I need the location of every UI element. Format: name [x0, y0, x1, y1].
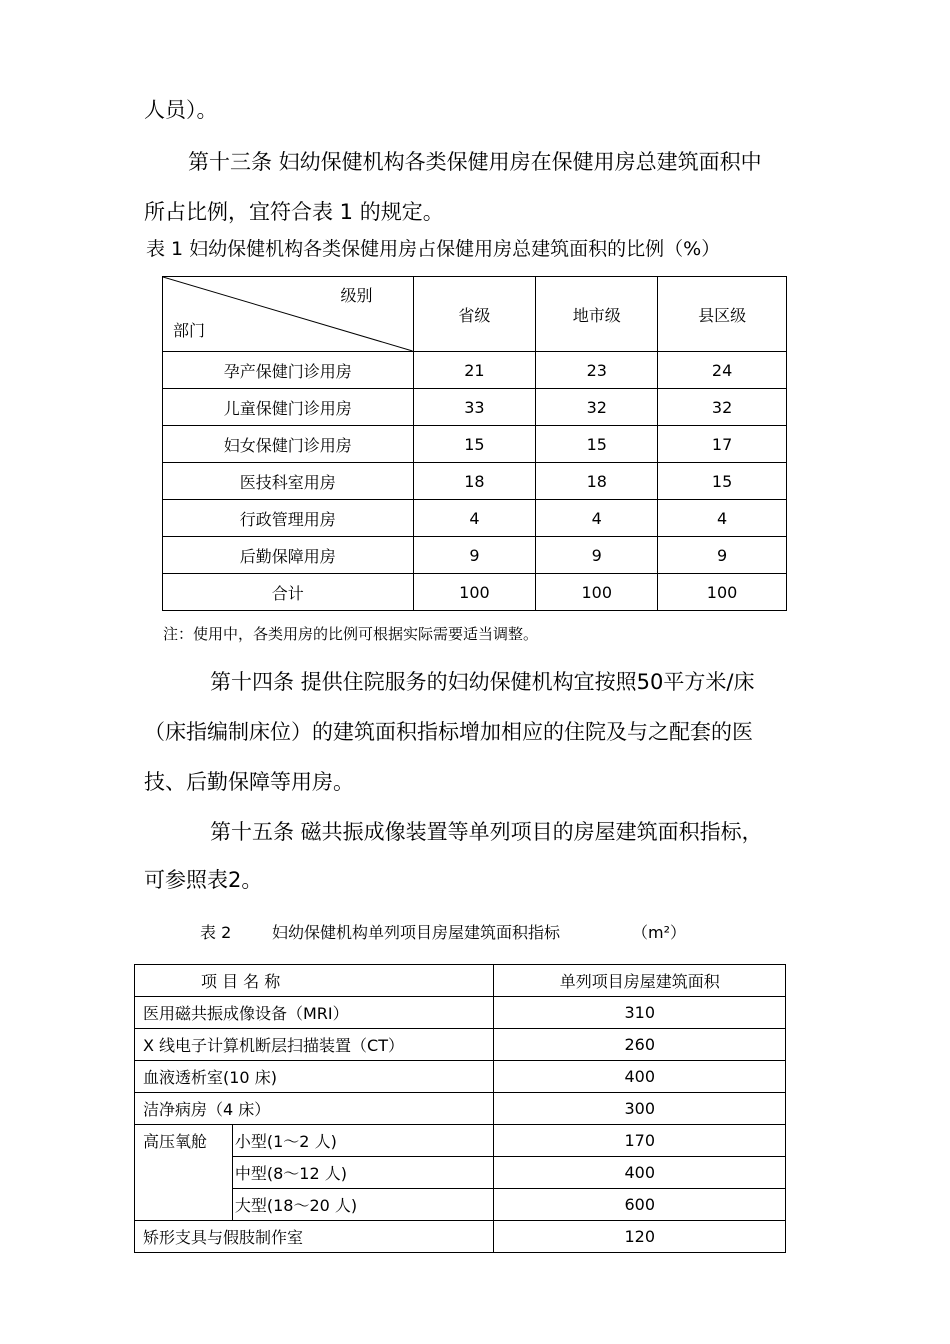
- table2-subitem-name: 大型(18～20 人): [232, 1189, 494, 1221]
- table2-item-name: X 线电子计算机断层扫描装置（CT）: [135, 1029, 494, 1061]
- table2-caption-title: 妇幼保健机构单列项目房屋建筑面积指标: [272, 923, 561, 942]
- table2-caption-unit: （m²）: [632, 923, 687, 942]
- table2-item-value: 400: [494, 1061, 786, 1093]
- table1-row: [163, 389, 787, 426]
- table2-item-name: 血液透析室(10 床): [135, 1061, 494, 1093]
- table1-cell: 100: [536, 574, 658, 611]
- table1-row: [163, 537, 787, 574]
- table1-header-row: [163, 277, 787, 352]
- table1-col-header: 省级: [413, 277, 536, 352]
- table1-cell: 32: [536, 389, 658, 426]
- table1-cell: 4: [413, 500, 536, 537]
- table1-cell: 100: [658, 574, 787, 611]
- table2-item-value: 600: [494, 1189, 786, 1221]
- article-13-line-1: 第十三条 妇幼保健机构各类保健用房在保健用房总建筑面积中: [188, 150, 762, 174]
- table1-cell: 4: [658, 500, 787, 537]
- header-level-label: 级别: [340, 286, 373, 305]
- paragraph-line: 人员）。: [144, 98, 218, 122]
- table1-cell: 32: [658, 389, 787, 426]
- article-13-line-2: 所占比例，宜符合表 1 的规定。: [144, 200, 444, 224]
- table2-row: [135, 1061, 786, 1093]
- table1-cell: 9: [536, 537, 658, 574]
- table1-caption: 表 1 妇幼保健机构各类保健用房占保健用房总建筑面积的比例（%）: [146, 238, 721, 260]
- article-14-line-2: （床指编制床位）的建筑面积指标增加相应的住院及与之配套的医: [144, 720, 753, 744]
- table1-row-name: 合计: [163, 574, 414, 611]
- table2-col-header-area: 单列项目房屋建筑面积: [494, 965, 786, 997]
- table1-cell: 23: [536, 352, 658, 389]
- table1-total-row: [163, 574, 787, 611]
- table2-row: [135, 997, 786, 1029]
- table2-subitem-name: 小型(1～2 人): [232, 1125, 494, 1157]
- table1-row-name: 儿童保健门诊用房: [163, 389, 414, 426]
- article-14-line-3: 技、后勤保障等用房。: [144, 770, 354, 794]
- table2-item-name: 矫形支具与假肢制作室: [135, 1221, 494, 1253]
- table1-row-name: 孕产保健门诊用房: [163, 352, 414, 389]
- table1-cell: 9: [413, 537, 536, 574]
- table1: [162, 276, 787, 611]
- table1-cell: 9: [658, 537, 787, 574]
- table1-row: [163, 426, 787, 463]
- table2-item-value: 300: [494, 1093, 786, 1125]
- table2-item-name: 洁净病房（4 床）: [135, 1093, 494, 1125]
- table2-row: [135, 1221, 786, 1253]
- table1-col-header: 县区级: [658, 277, 787, 352]
- table2-subitem-name: 中型(8～12 人): [232, 1157, 494, 1189]
- table2-item-name: 医用磁共振成像设备（MRI）: [135, 997, 494, 1029]
- table2-group-name: 高压氧舱: [135, 1125, 233, 1221]
- table1-cell: 18: [536, 463, 658, 500]
- table1-cell: 4: [536, 500, 658, 537]
- table2-item-value: 260: [494, 1029, 786, 1061]
- table2-item-value: 170: [494, 1125, 786, 1157]
- table2-item-value: 400: [494, 1157, 786, 1189]
- table1-cell: 17: [658, 426, 787, 463]
- table1-cell: 15: [413, 426, 536, 463]
- table1-cell: 100: [413, 574, 536, 611]
- table2-row: [135, 1093, 786, 1125]
- header-department-label: 部门: [173, 321, 206, 340]
- table1-row: [163, 352, 787, 389]
- table1-cell: 15: [536, 426, 658, 463]
- table1-diagonal-header: [163, 277, 414, 352]
- table1-cell: 18: [413, 463, 536, 500]
- table1-row-name: 妇女保健门诊用房: [163, 426, 414, 463]
- table2-item-value: 120: [494, 1221, 786, 1253]
- table2-row: [135, 1125, 786, 1157]
- table2-header-row: [135, 965, 786, 997]
- table2: [134, 964, 786, 1253]
- article-15-line-1: 第十五条 磁共振成像装置等单列项目的房屋建筑面积指标，: [210, 820, 763, 844]
- table1-cell: 15: [658, 463, 787, 500]
- table2-item-value: 310: [494, 997, 786, 1029]
- table1-row-name: 医技科室用房: [163, 463, 414, 500]
- table2-row: [135, 1157, 786, 1189]
- table1-row-name: 后勤保障用房: [163, 537, 414, 574]
- table1-row: [163, 500, 787, 537]
- table2-col-header-name: 项 目 名 称: [135, 965, 494, 997]
- table1-cell: 33: [413, 389, 536, 426]
- table1-note: 注：使用中，各类用房的比例可根据实际需要适当调整。: [163, 625, 539, 643]
- table1-row-name: 行政管理用房: [163, 500, 414, 537]
- table1-col-header: 地市级: [536, 277, 658, 352]
- table1-cell: 24: [658, 352, 787, 389]
- table2-caption-number: 表 2: [200, 923, 232, 942]
- article-15-line-2: 可参照表2。: [144, 868, 263, 892]
- table2-row: [135, 1189, 786, 1221]
- table2-row: [135, 1029, 786, 1061]
- article-14-line-1: 第十四条 提供住院服务的妇幼保健机构宜按照50平方米/床: [210, 670, 755, 694]
- table1-cell: 21: [413, 352, 536, 389]
- table1-row: [163, 463, 787, 500]
